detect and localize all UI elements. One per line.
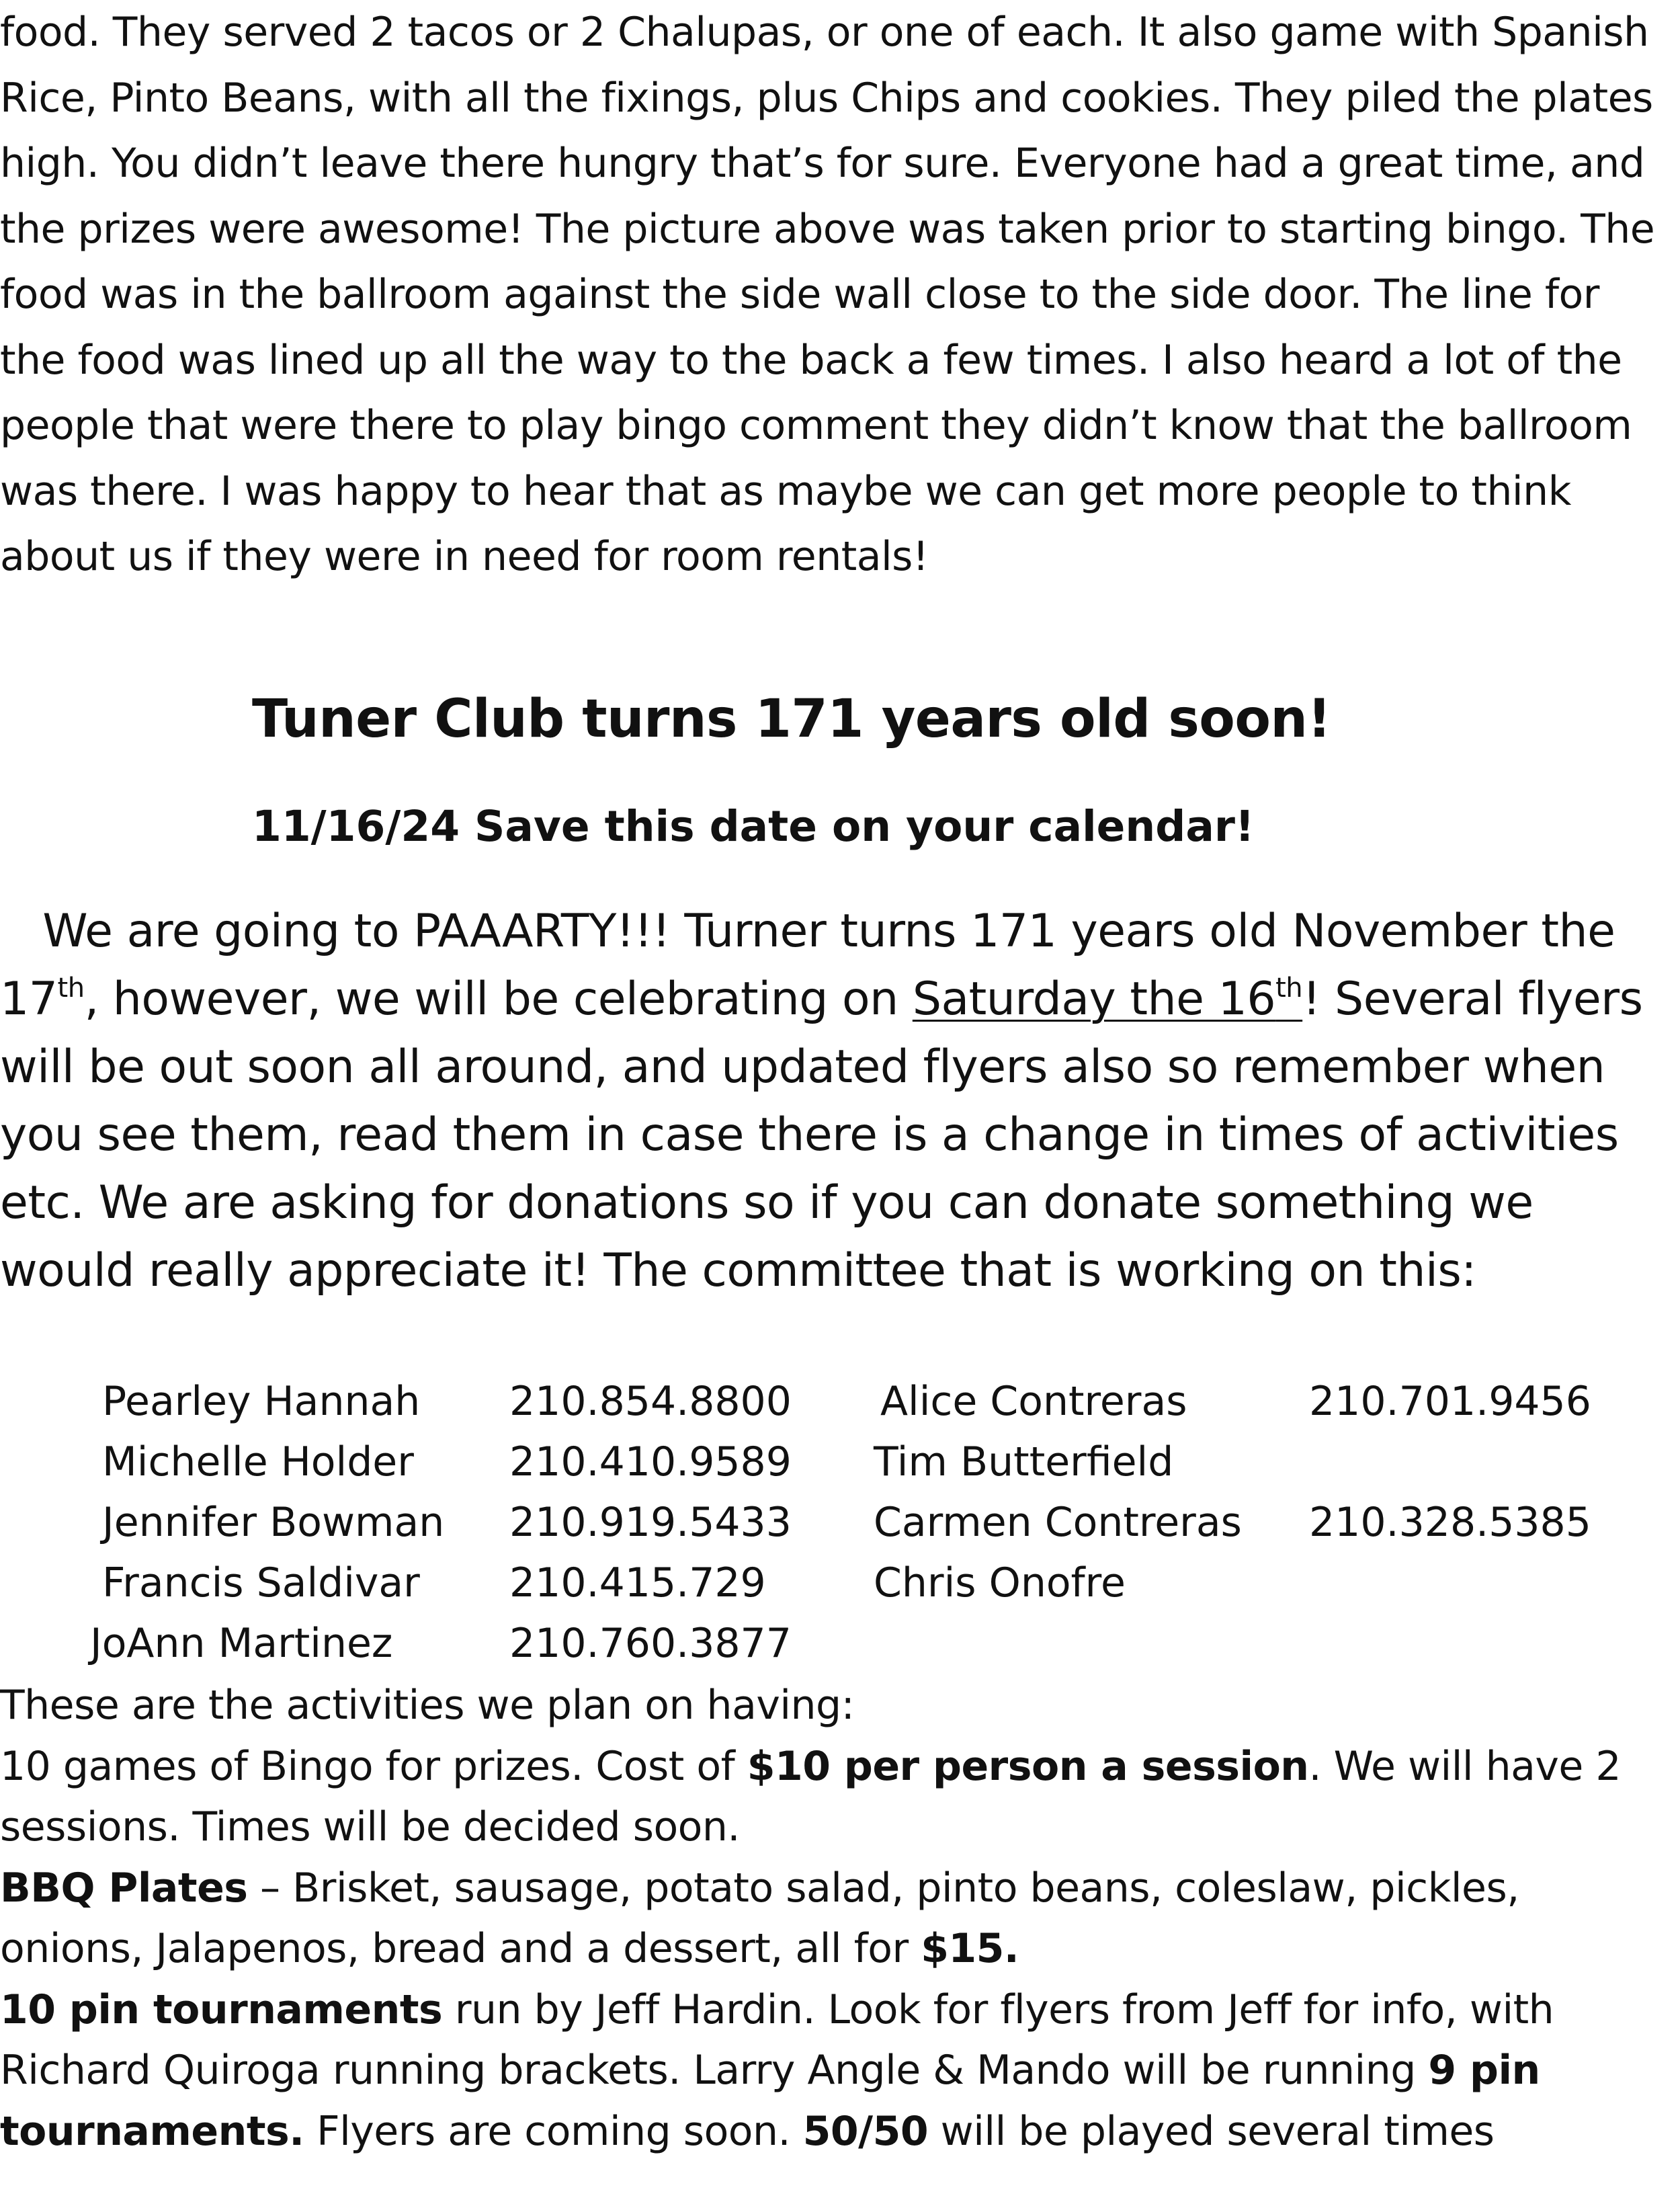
bingo-price: $10 per person a session bbox=[747, 1742, 1309, 1790]
bbq-text: – Brisket, sausage, potato salad, pinto beans, coleslaw, pickles, onions, Jalapenos, bread and a dessert, all for bbox=[0, 1864, 1519, 1972]
ordinal-suffix: th bbox=[1275, 973, 1303, 1004]
activities-section bbox=[0, 1675, 1673, 2162]
committee-member-phone: 210.760.3877 bbox=[509, 1620, 792, 1667]
committee-member-phone: 210.328.5385 bbox=[1309, 1499, 1591, 1546]
committee-member-name: Carmen Contreras bbox=[874, 1499, 1242, 1546]
nine-pin-text: Flyers are coming soon. bbox=[304, 2107, 803, 2155]
event-date-text: Saturday the 16 bbox=[912, 973, 1276, 1026]
anniversary-headline: Tuner Club turns 171 years old soon! bbox=[252, 689, 1331, 749]
bbq-price: $15. bbox=[921, 1925, 1019, 1972]
event-date-underlined bbox=[913, 973, 1302, 1026]
committee-member-name: Michelle Holder bbox=[102, 1438, 414, 1485]
ordinal-suffix: th bbox=[57, 973, 85, 1004]
bbq-title: BBQ Plates bbox=[0, 1864, 248, 1912]
ten-pin-text: run by Jeff Hardin. Look for flyers from Jeff for info, with Richard Quiroga running brackets. Larry Angle & Mando will be running bbox=[0, 1986, 1554, 2094]
bbq-activity bbox=[0, 1858, 1673, 1980]
committee-member-phone: 210.854.8800 bbox=[509, 1378, 792, 1425]
bingo-text-b: . We will have 2 sessions. Times will be decided soon. bbox=[0, 1742, 1622, 1850]
fifty-fifty-title: 50/50 bbox=[802, 2107, 929, 2155]
committee-member-name: JoAnn Martinez bbox=[90, 1620, 393, 1667]
committee-member-phone: 210.701.9456 bbox=[1309, 1378, 1591, 1425]
party-text-2: , however, we will be celebrating on bbox=[84, 973, 913, 1026]
committee-member-phone: 210.410.9589 bbox=[509, 1438, 792, 1485]
committee-member-phone: 210.415.729 bbox=[509, 1559, 766, 1606]
committee-member-name: Pearley Hannah bbox=[102, 1378, 421, 1425]
committee-member-name: Jennifer Bowman bbox=[102, 1499, 445, 1546]
intro-paragraph: food. They served 2 tacos or 2 Chalupas, or one of each. It also game with Spanish Rice, Pinto Beans, with all the fixings, plus Chips and cookies. They piled the plates high. You didn’t leave there hungry that’s for sure. Everyone had a great time, and the prizes were awesome! The picture above was taken prior to starting bingo. The food was in the ballroom against the side wall close to the side door. The line for the food was lined up all the way to the back a few times. I also heard a lot of the people that were there to play bingo comment they didn’t know that the ballroom was there. I was happy to hear that as maybe we can get more people to think about us if they were in need for room rentals! bbox=[0, 9, 1655, 580]
ten-pin-title: 10 pin tournaments bbox=[0, 1986, 443, 2033]
committee-member-name: Chris Onofre bbox=[874, 1559, 1126, 1606]
party-text-3: ! Several flyers will be out soon all around, and updated flyers also so remember when you see them, read them in case there is a change in times of activities etc. We are asking for donations so if you can donate something we would really appreciate it! The committee that is working on this: bbox=[0, 973, 1643, 1297]
committee-member-phone: 210.919.5433 bbox=[509, 1499, 792, 1546]
pin-tournaments-activity bbox=[0, 1980, 1673, 2162]
activities-intro: These are the activities we plan on having: bbox=[0, 1682, 855, 1729]
bingo-activity bbox=[0, 1736, 1673, 1858]
committee-list bbox=[0, 1371, 1673, 1680]
bingo-text-a: 10 games of Bingo for prizes. Cost of bbox=[0, 1742, 747, 1790]
committee-member-name: Francis Saldivar bbox=[102, 1559, 420, 1606]
committee-member-name: Tim Butterfield bbox=[874, 1438, 1174, 1485]
nine-pin-title: 9 pin tournaments. bbox=[0, 2047, 1540, 2155]
fifty-fifty-text: will be played several times bbox=[928, 2107, 1495, 2155]
party-text-1: We are going to PAAARTY!!! Turner turns 171 years old November the 17 bbox=[0, 905, 1615, 1026]
party-paragraph bbox=[0, 897, 1673, 1305]
committee-member-name: Alice Contreras bbox=[880, 1378, 1187, 1425]
save-date-subheading: 11/16/24 Save this date on your calendar! bbox=[252, 802, 1255, 851]
